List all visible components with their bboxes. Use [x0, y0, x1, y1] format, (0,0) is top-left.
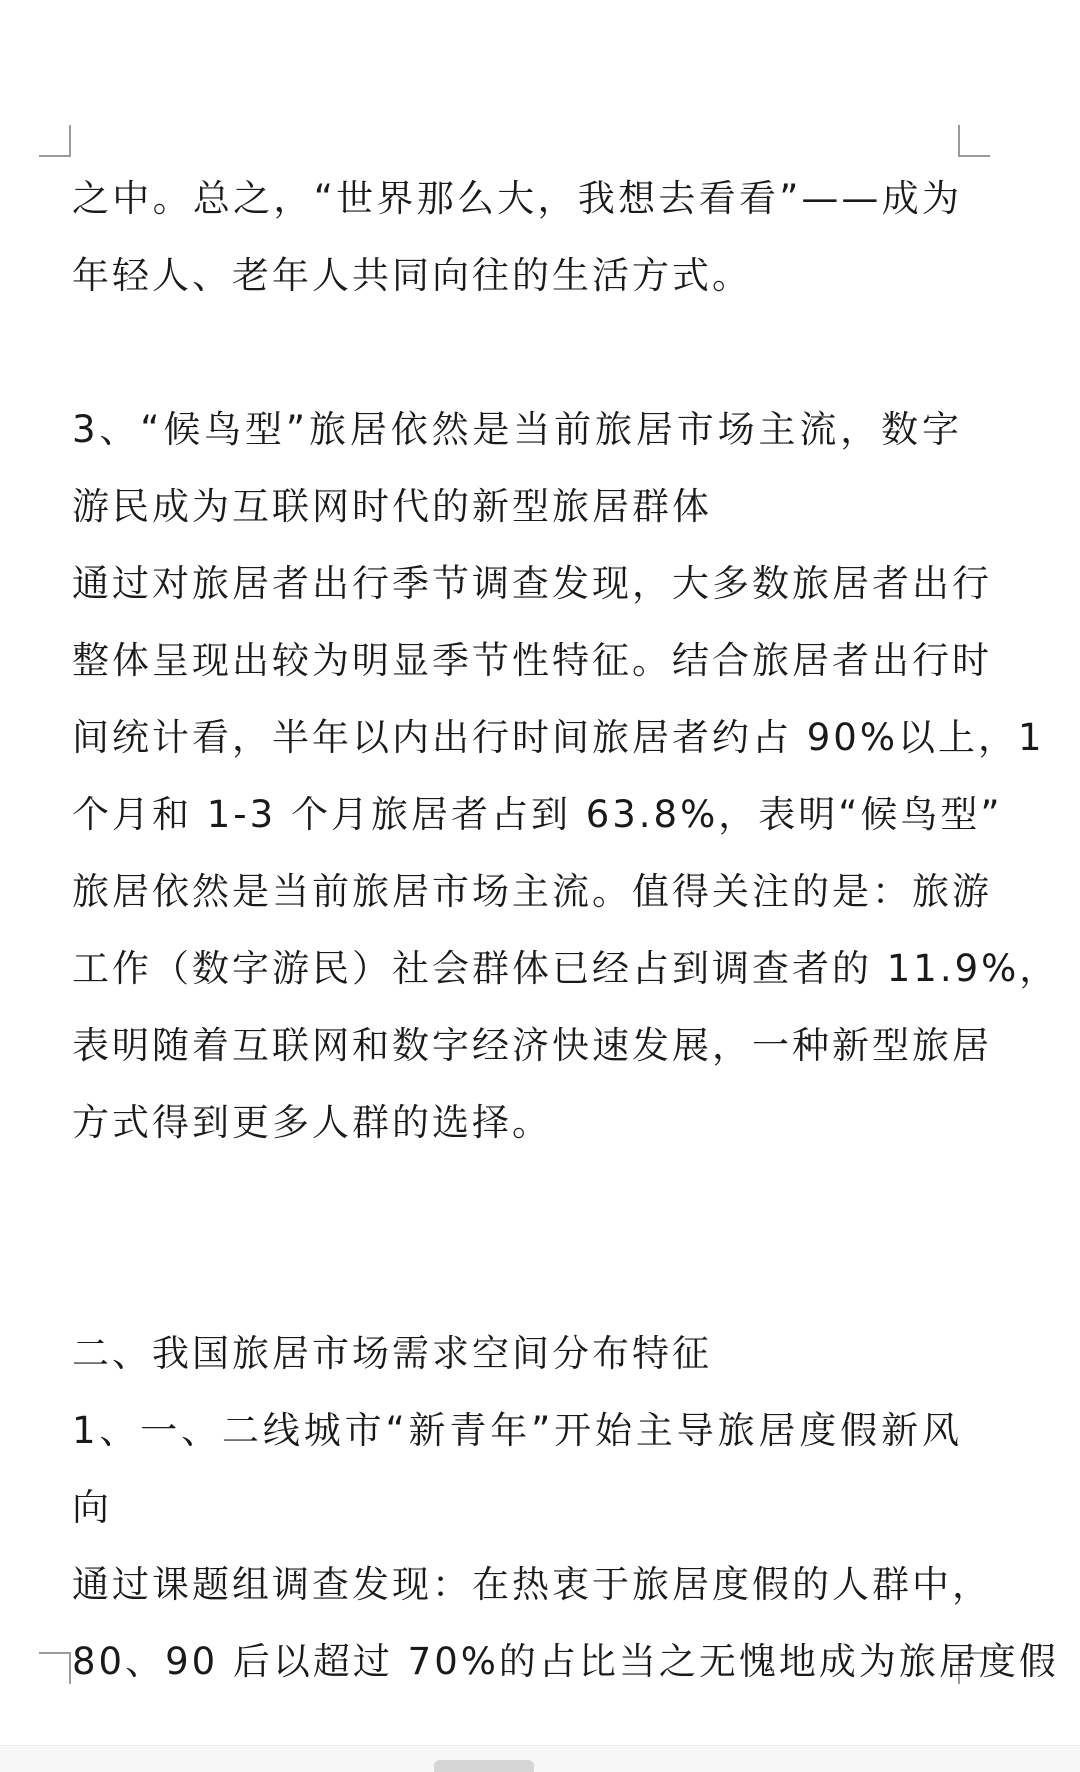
blank-line [72, 1161, 962, 1238]
section-heading-line: 1、一、二线城市“新青年”开始主导旅居度假新风 [72, 1409, 962, 1452]
paragraph-line: 方式得到更多人群的选择。 [72, 1101, 552, 1144]
document-body [72, 160, 1060, 1700]
paragraph-line: 通过课题组调查发现：在热衷于旅居度假的人群中， [72, 1563, 992, 1606]
paragraph-line: 通过对旅居者出行季节调查发现，大多数旅居者出行 [72, 562, 992, 605]
paragraph-line: 旅居依然是当前旅居市场主流。值得关注的是：旅游 [72, 870, 992, 913]
bottom-toolbar [0, 1745, 1080, 1772]
paragraph-line: 工作（数字游民）社会群体已经占到调查者的 11.9%， [72, 947, 1060, 990]
crop-mark-top-right [958, 125, 990, 157]
paragraph-line: 年轻人、老年人共同向往的生活方式。 [72, 254, 752, 297]
section-heading-line: 向 [72, 1486, 112, 1529]
paragraph-line: 整体呈现出较为明显季节性特征。结合旅居者出行时 [72, 639, 992, 682]
crop-mark-bottom-left [39, 1652, 71, 1684]
paragraph-line: 个月和 1-3 个月旅居者占到 63.8%，表明“候鸟型” [72, 793, 1003, 836]
blank-line [72, 1238, 962, 1315]
crop-mark-top-left [39, 125, 71, 157]
paragraph-line: 间统计看，半年以内出行时间旅居者约占 90%以上，1 [72, 716, 1045, 759]
section-heading-line: 3、“候鸟型”旅居依然是当前旅居市场主流，数字 [72, 408, 962, 451]
paragraph-line: 80、90 后以超过 70%的占比当之无愧地成为旅居度假 [72, 1640, 1059, 1683]
paragraph-line: 表明随着互联网和数字经济快速发展，一种新型旅居 [72, 1024, 992, 1067]
chapter-heading-line: 二、我国旅居市场需求空间分布特征 [72, 1332, 712, 1375]
paragraph-line: 之中。总之，“世界那么大，我想去看看”——成为 [72, 177, 962, 220]
drag-handle[interactable] [434, 1760, 534, 1772]
blank-line [72, 314, 962, 391]
section-heading-line: 游民成为互联网时代的新型旅居群体 [72, 485, 712, 528]
